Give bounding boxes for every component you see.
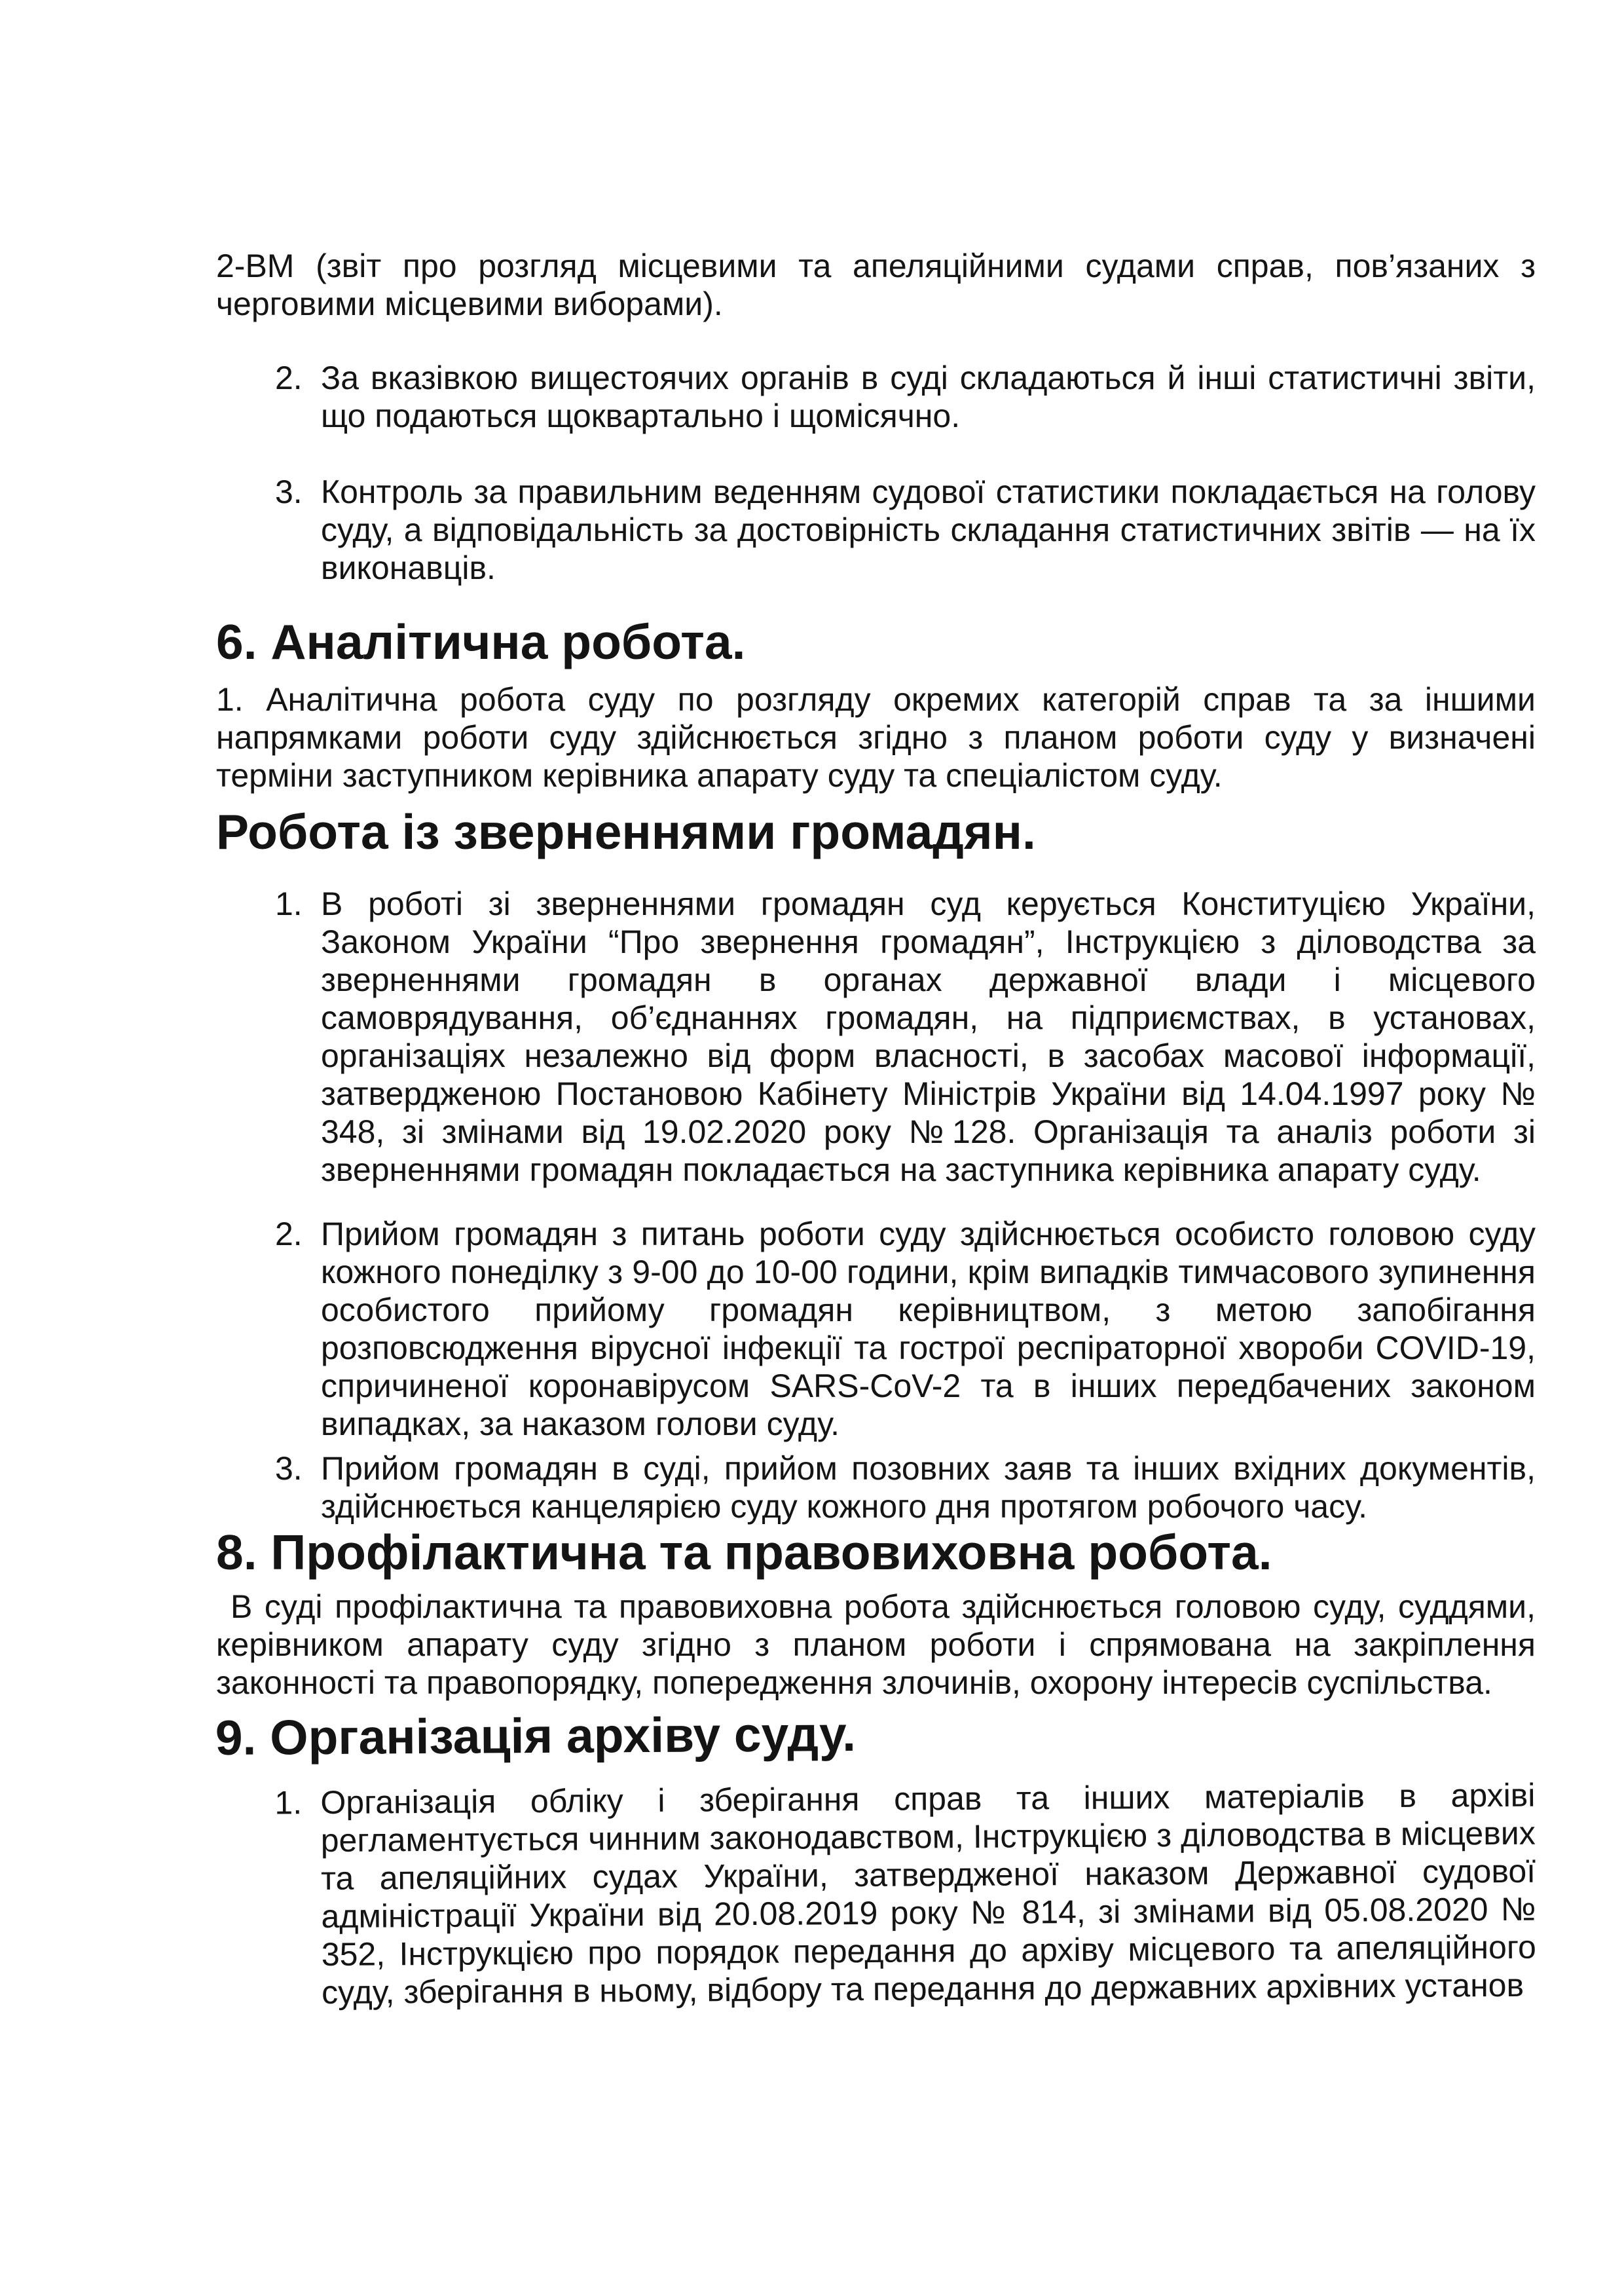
- list-item: [216, 885, 1536, 1189]
- list-item: [216, 473, 1536, 587]
- item-text: Контроль за правильним веденням судової статистики покладається на голову суду, а відповідальність за достовірність складання статистичних звітів — на їх виконавців.: [321, 474, 1536, 586]
- item-number: 1.: [275, 886, 303, 922]
- intro-paragraph: 2-ВМ (звіт про розгляд місцевими та апеляційними судами справ, пов’язаних з черговими місцевими виборами).: [216, 248, 1536, 322]
- section-9-block: [215, 1706, 1537, 2012]
- item-text: В роботі зі зверненнями громадян суд керується Конституцією України, Законом України “Про звернення громадян”, Інструкцією з діловодства за зверненнями громадян в органах державної влади і місцевого самоврядування, об’єднаннях громадян, на підприємствах, в установах, організаціях незалежно від форм власності, в засобах масової інформації, затвердженою Постановою Кабінету Міністрів України від 14.04.1997 року № 348, зі змінами від 19.02.2020 року №128. Організація та аналіз роботи зі зверненнями громадян покладається на заступника керівника апарату суду.: [321, 886, 1536, 1188]
- item-number: 2.: [275, 1216, 303, 1252]
- item-text: Прийом громадян з питань роботи суду здійснюється особисто головою суду кожного понеділку з 9-00 до 10-00 години, крім випадків тимчасового зупинення особистого прийому громадян керівництвом, з метою запобігання розповсюдження вірусної інфекції та гострої респіраторної хвороби COVID-19, спричиненої коронавірусом SARS-CoV-2 та в інших передбачених законом випадках, за наказом голови суду.: [321, 1216, 1536, 1442]
- list-item: [215, 1776, 1536, 2012]
- section-6-heading: 6. Аналітична робота.: [216, 614, 746, 669]
- section-9-heading: 9. Організація архіву суду.: [215, 1706, 857, 1766]
- list-item: [216, 1449, 1536, 1525]
- section-8-heading: 8. Профілактична та правовиховна робота.: [216, 1525, 1272, 1580]
- item-number: 3.: [275, 1450, 303, 1487]
- section-6-paragraph: 1. Аналітична робота суду по розгляду окремих категорій справ та за іншими напрямками роботи суду здійснюється згідно з планом роботи суду у визначені терміни заступником керівника апарату суду та спеціалістом суду.: [216, 681, 1536, 794]
- section-8-paragraph: В суді профілактична та правовиховна робота здійснюється головою суду, суддями, керівником апарату суду згідно з планом роботи і спрямована на закріплення законності та правопорядку, попередження злочинів, охорону інтересів суспільства.: [216, 1588, 1536, 1701]
- item-text: Організація обліку і зберігання справ та інших матеріалів в архіві регламентується чинним законодавством, Інструкцією з діловодства в місцевих та апеляційних судах України, затвердженої наказом Державної судової адміністрації України від 20.08.2019 року № 814, зі змінами від 05.08.2020 № 352, Інструкцією про порядок передання до архіву місцевого та апеляційного суду, зберігання в ньому, відбору та передання до державних архівних установ: [320, 1776, 1536, 2011]
- item-text: За вказівкою вищестоячих органів в суді складаються й інші статистичні звіти, що подаються щоквартально і щомісячно.: [321, 360, 1536, 434]
- item-number: 3.: [275, 474, 303, 510]
- list-item: [216, 1215, 1536, 1443]
- item-number: 1.: [274, 1784, 303, 1821]
- citizens-appeals-heading: Робота із зверненнями громадян.: [216, 804, 1036, 859]
- item-text: Прийом громадян в суді, прийом позовних заяв та інших вхідних документів, здійснюється канцелярією суду кожного дня протягом робочого часу.: [321, 1450, 1536, 1525]
- list-item: [216, 359, 1536, 435]
- item-number: 2.: [275, 360, 303, 396]
